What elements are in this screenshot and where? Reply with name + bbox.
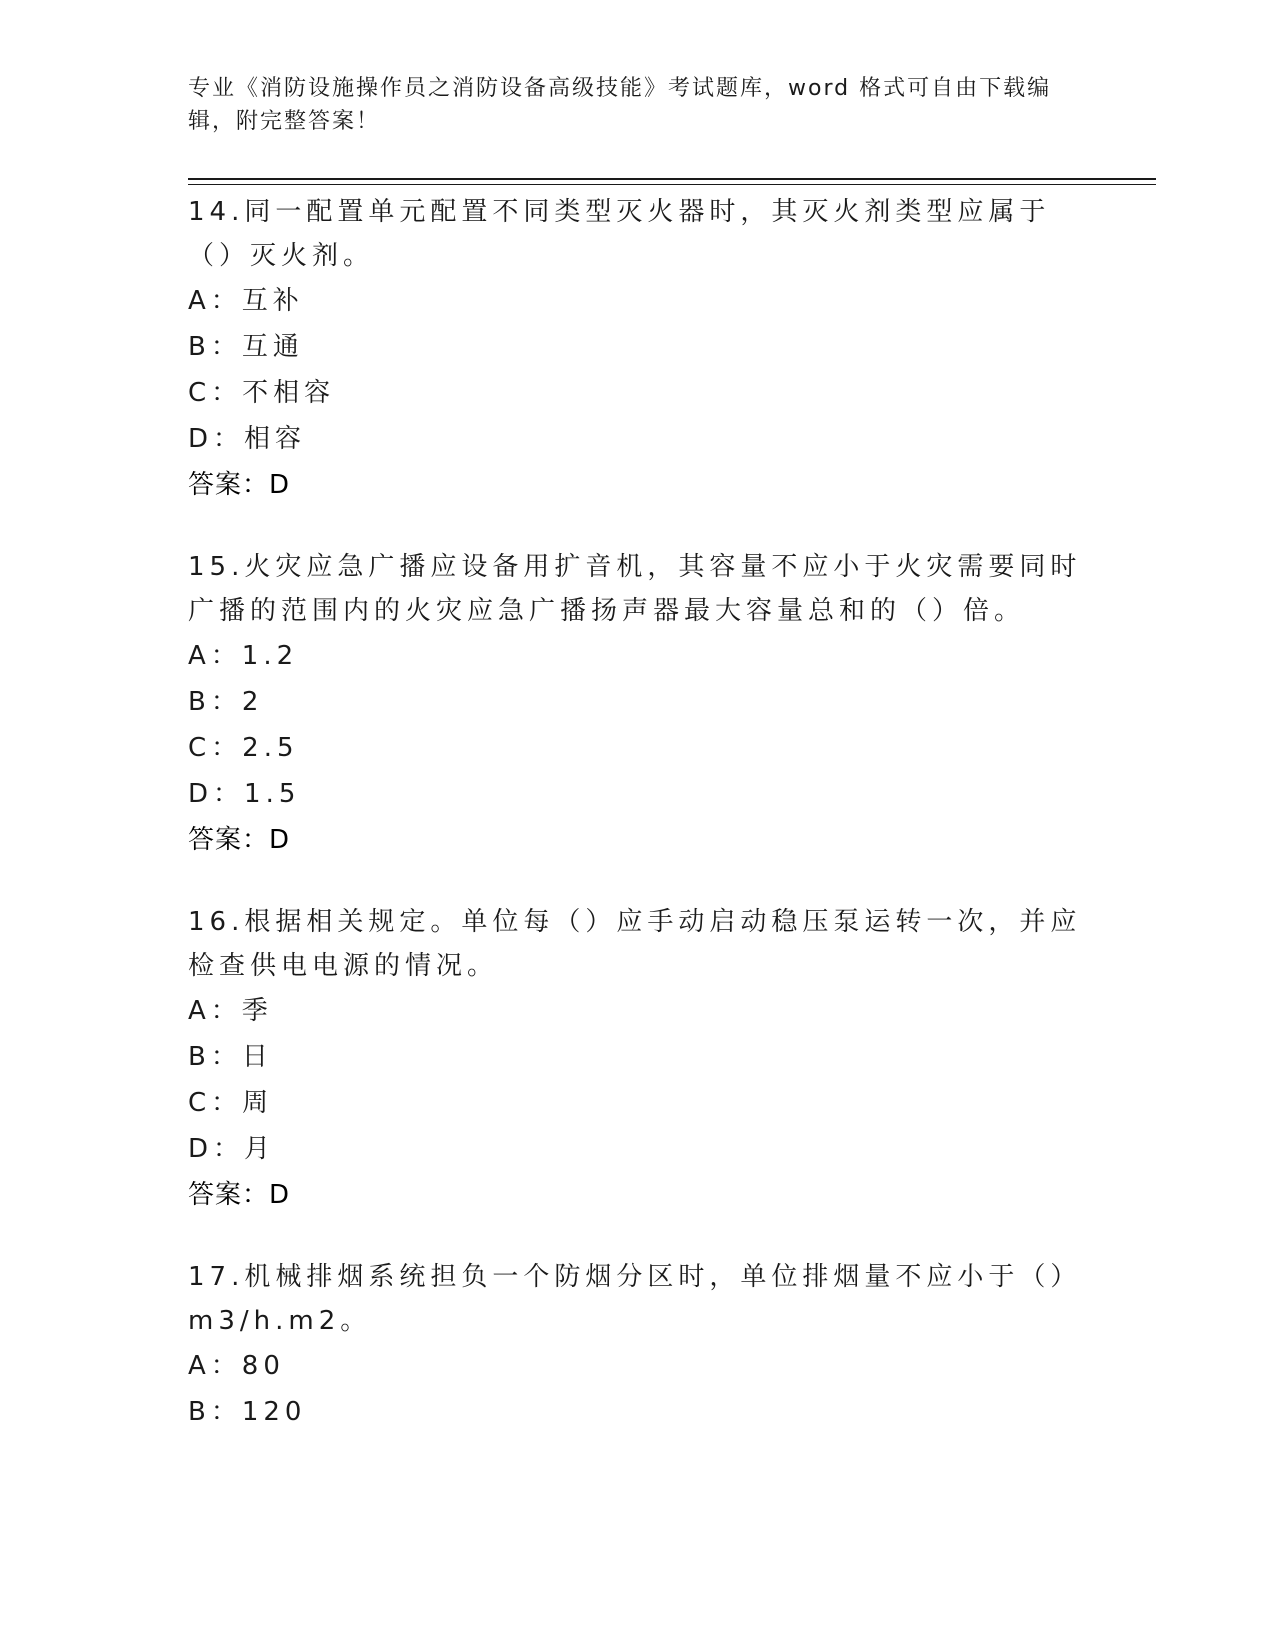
question-14: [188, 190, 1088, 508]
question-list: [188, 190, 1088, 1472]
question-15: [188, 545, 1088, 863]
option-c: C：2.5: [188, 733, 299, 763]
option-d: D：月: [188, 1134, 276, 1164]
option-d: D：1.5: [188, 779, 301, 809]
header-divider-thick: [188, 178, 1156, 180]
option-b: B：日: [188, 1042, 273, 1072]
answer-line: 答案：D: [188, 1180, 291, 1210]
option-a: A：1.2: [188, 641, 299, 671]
answer-line: 答案：D: [188, 470, 291, 500]
option-b: B：120: [188, 1397, 307, 1427]
question-17: [188, 1255, 1088, 1435]
option-c: C：不相容: [188, 378, 336, 408]
header-divider-thin: [188, 184, 1156, 185]
option-a: A：互补: [188, 286, 304, 316]
option-b: B：互通: [188, 332, 304, 362]
option-a: A：80: [188, 1351, 285, 1381]
question-16: [188, 900, 1088, 1218]
question-text: 16.根据相关规定。单位每（）应手动启动稳压泵运转一次，并应检查供电电源的情况。: [188, 907, 1082, 981]
question-text: 17.机械排烟系统担负一个防烟分区时，单位排烟量不应小于（）m3/h.m2。: [188, 1262, 1082, 1336]
document-header-intro: 专业《消防设施操作员之消防设备高级技能》考试题库，word 格式可自由下载编辑，附完整答案！: [188, 76, 1052, 134]
option-a: A：季: [188, 996, 273, 1026]
question-text: 14.同一配置单元配置不同类型灭火器时，其灭火剂类型应属于（）灭火剂。: [188, 197, 1051, 271]
option-b: B：2: [188, 687, 264, 717]
option-c: C：周: [188, 1088, 274, 1118]
answer-line: 答案：D: [188, 825, 291, 855]
option-d: D：相容: [188, 424, 307, 454]
question-text: 15.火灾应急广播应设备用扩音机，其容量不应小于火灾需要同时广播的范围内的火灾应急广播扬声器最大容量总和的（）倍。: [188, 552, 1082, 626]
